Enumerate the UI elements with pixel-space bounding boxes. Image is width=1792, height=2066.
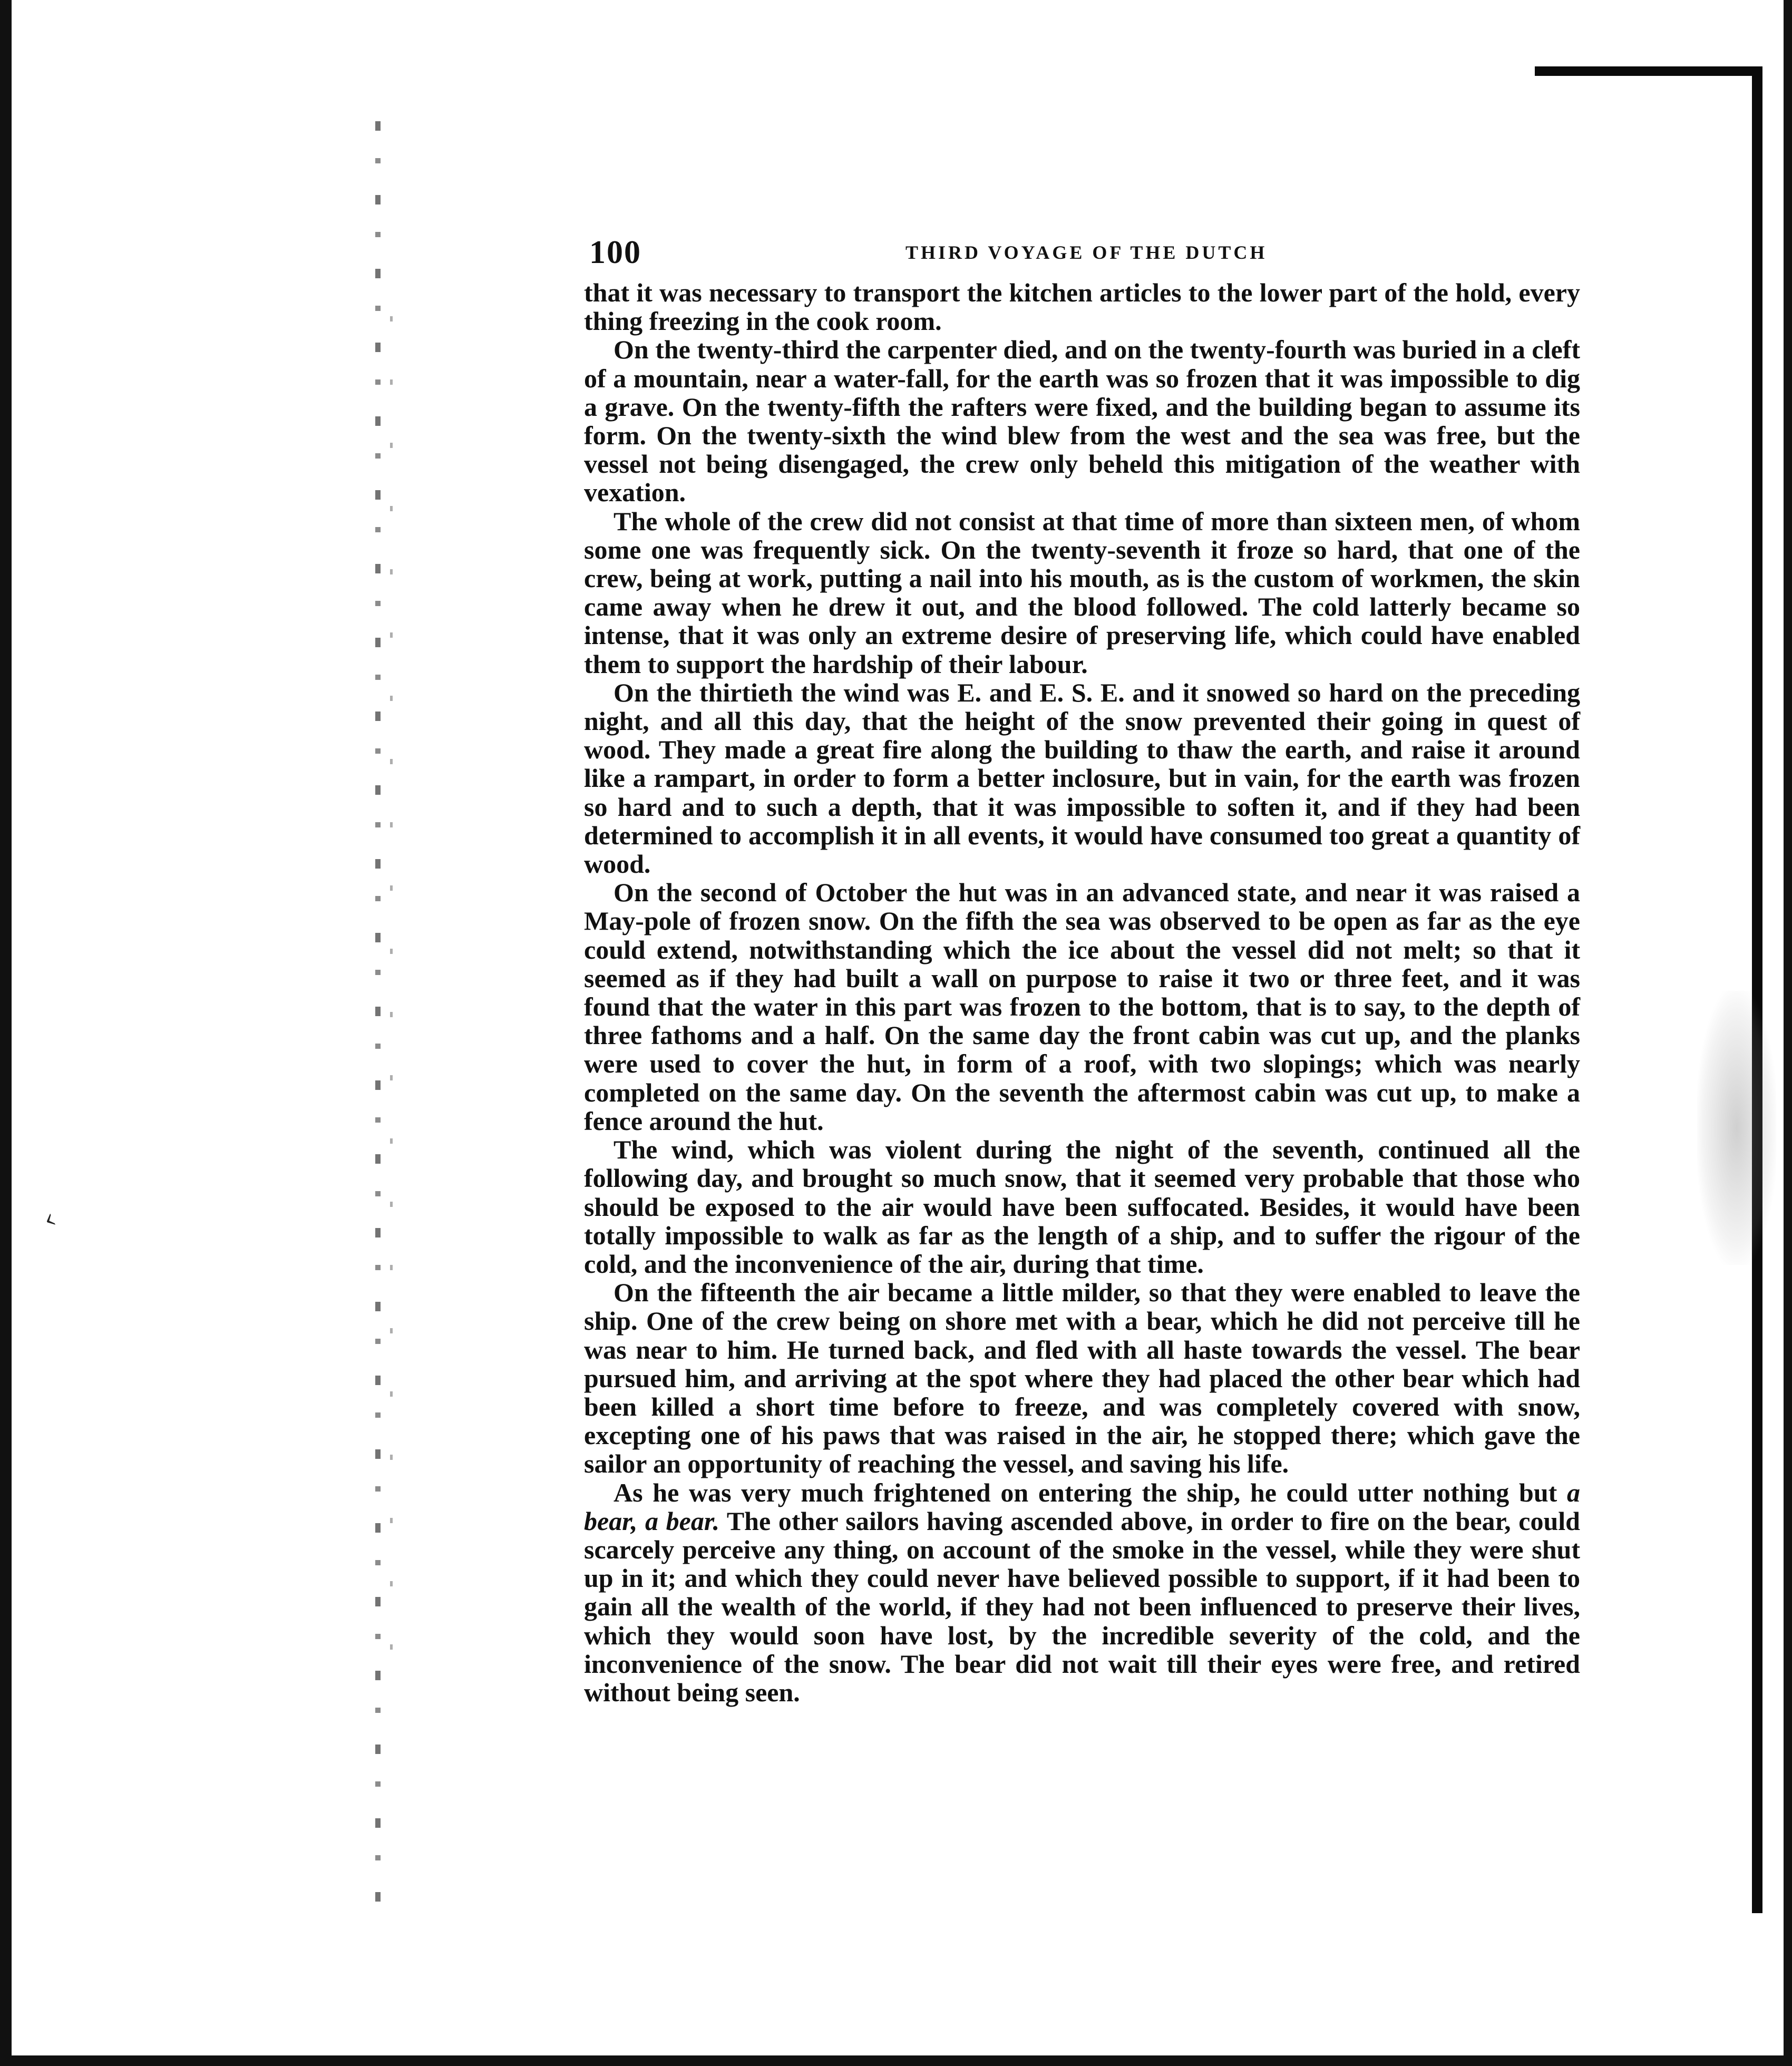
scan-border-bottom — [0, 2055, 1792, 2066]
paragraph: On the twenty-third the carpenter died, and on the twenty-fourth was buried in a cleft of a mountain, near a water-fall, for the earth was so frozen that it was impossible to dig a grave. On the twenty-fifth the rafters were fixed, and the building began to assume its form. On the twenty-sixth the wind blew from the west and the sea was free, but the vessel not being disengaged, the crew only beheld this mitigation of the weather with vexation. — [584, 335, 1580, 508]
body-text — [584, 278, 1580, 1707]
spine-gutter-marks-secondary — [390, 316, 393, 1687]
facing-page-edge-side — [1752, 66, 1762, 1913]
italic-exclamation: a bear, a bear. — [584, 1477, 1580, 1536]
paragraph-text: As he was very much frightened on entering the ship, he could utter nothing but — [613, 1477, 1567, 1507]
facing-page-edge-top — [1535, 66, 1761, 76]
paragraph: On the second of October the hut was in an advanced state, and near it was raised a May-pole of frozen snow. On the fifth the sea was observed to be open as far as the eye could extend, notwithstanding which the ice about the vessel did not melt; so that it seemed as if they had built a wall on purpose to raise it two or three feet, and it was found that the water in this part was frozen to the bottom, that is to say, to the depth of three fathoms and a half. On the same day the front cabin was cut up, and the planks were used to cover the hut, in form of a roof, with two slopings; which was nearly completed on the same day. On the seventh the aftermost cabin was cut up, to make a fence around the hut. — [584, 878, 1580, 1136]
scan-border-left — [0, 0, 12, 2066]
paragraph-text: The other sailors having ascended above, in order to fire on the bear, could scarcely perceive any thing, on account of the smoke in the vessel, while they were shut up in it; and which they could never have believed possible to support, if it had been to gain all the wealth of the world, if they had not been influenced to preserve their lives, which they would soon have lost, by the incredible severity of the cold, and the inconvenience of the snow. The bear did not wait till their eyes were free, and retired without being seen. — [584, 1506, 1580, 1707]
paragraph: The whole of the crew did not consist at that time of more than sixteen men, of whom some one was frequently sick. On the twenty-seventh it froze so hard, that one of the crew, being at work, putting a nail into his mouth, as is the custom of workmen, the skin came away when he drew it out, and the blood followed. The cold latterly became so intense, that it was only an extreme desire of preserving life, which could have enabled them to support the hardship of their labour. — [584, 506, 1580, 679]
page-number: 100 — [589, 235, 641, 270]
paragraph: The wind, which was violent during the night of the seventh, continued all the following day, and brought so much snow, that it seemed very probable that those who should be exposed to the air would have been suffocated. Besides, it would have been totally impossible to walk as far as the length of a ship, and to suffer the rigour of the cold, and the inconvenience of the air, during that time. — [584, 1135, 1580, 1279]
scan-border-right — [1784, 0, 1792, 2066]
paragraph: On the fifteenth the air became a little milder, so that they were enabled to leave the ship. One of the crew being on shore met with a bear, which he did not perceive till he was near to him. He turned back, and fled with all haste towards the vessel. The bear pursued him, and arriving at the spot where they had placed the other bear which had been killed a short time before to freeze, and was completely covered with snow, excepting one of his paws that was raised in the air, he stopped there; which gave the sailor an opportunity of reaching the vessel, and saving his life. — [584, 1278, 1580, 1479]
running-head — [589, 234, 1580, 271]
running-title: THIRD VOYAGE OF THE DUTCH — [905, 242, 1268, 263]
paragraph: that it was necessary to transport the kitchen articles to the lower part of the hold, every thing freezing in the cook room. — [584, 278, 1580, 336]
bleed-through-smudge — [1697, 991, 1776, 1265]
spine-gutter-marks — [375, 121, 381, 1913]
paragraph — [584, 1478, 1580, 1707]
stray-ink-mark: ‹ — [38, 1203, 62, 1236]
paragraph: On the thirtieth the wind was E. and E. S. E. and it snowed so hard on the preceding night, and all this day, that the height of the snow prevented their going in quest of wood. They made a great fire along the building to thaw the earth, and raise it around like a rampart, in order to form a better inclosure, but in vain, for the earth was frozen so hard and to such a depth, that it was impossible to soften it, and if they had been determined to accomplish it in all events, it would have consumed too great a quantity of wood. — [584, 677, 1580, 879]
